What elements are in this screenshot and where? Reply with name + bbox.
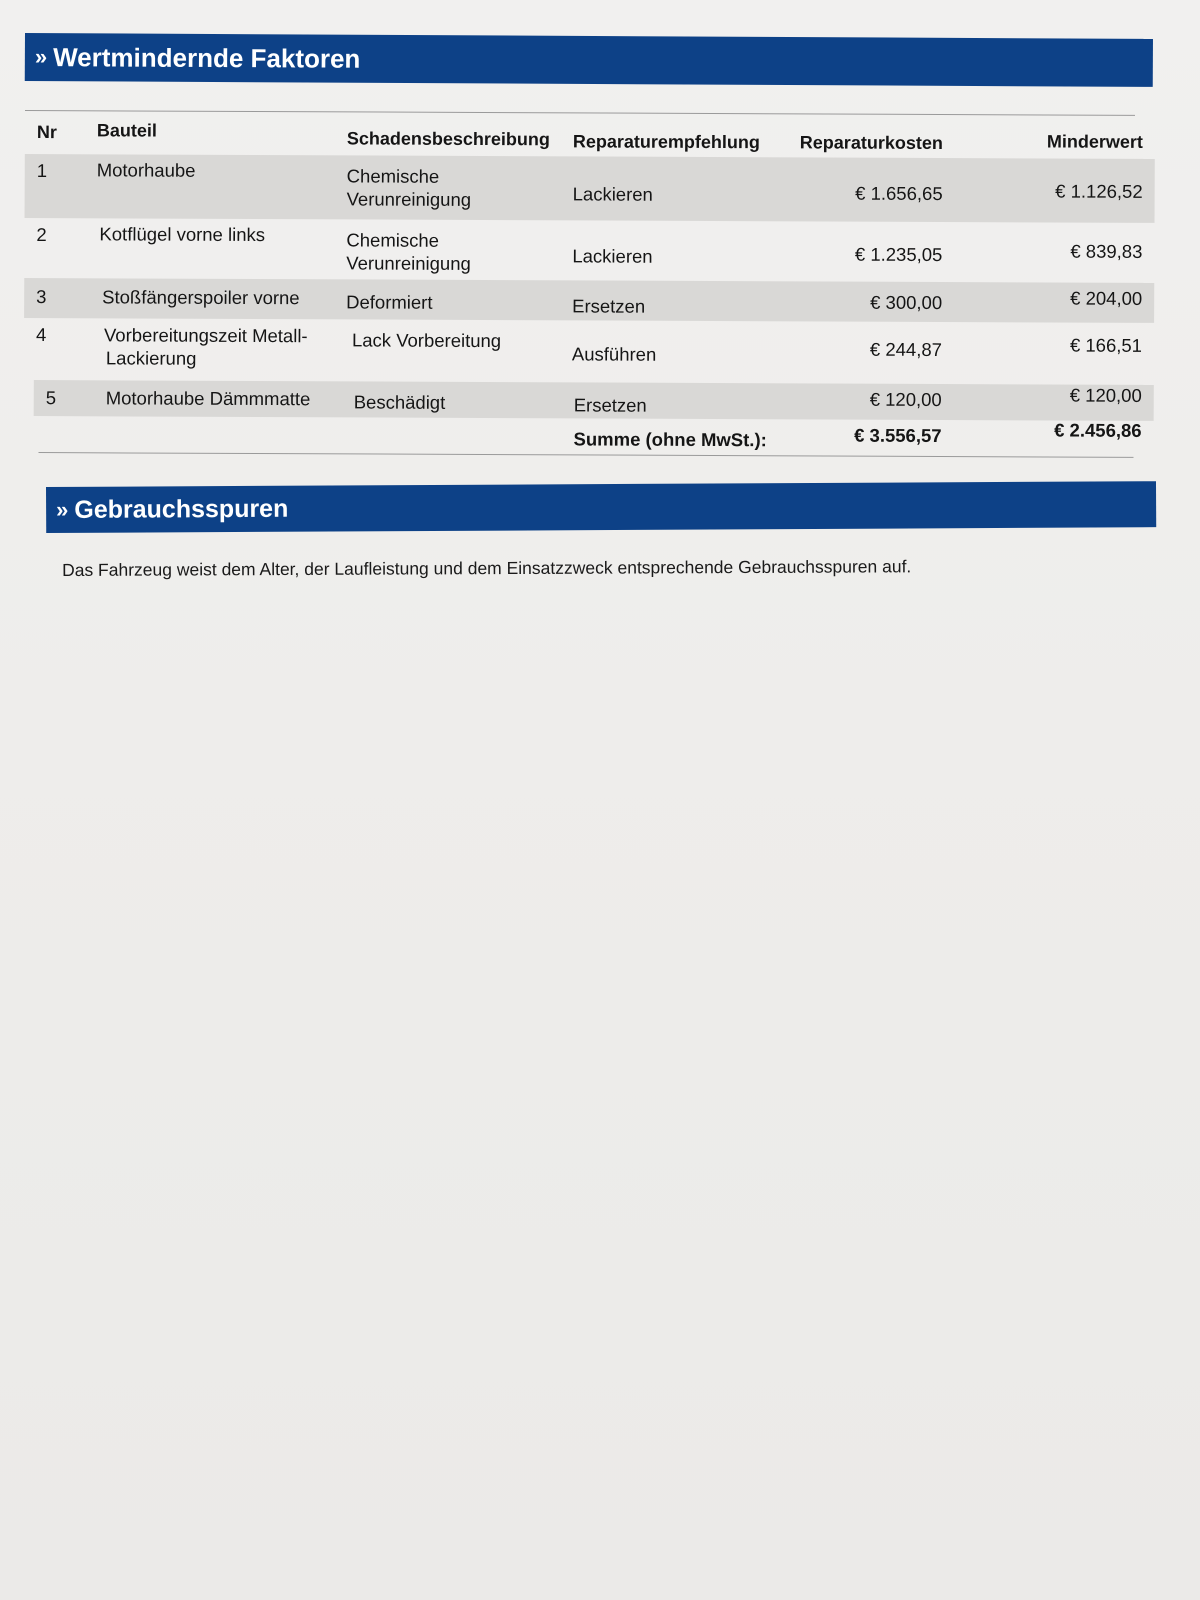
cell-kosten: € 1.235,05 <box>854 243 943 266</box>
chevron-icon: » <box>34 44 46 70</box>
cell-schaden-line2: Verunreinigung <box>346 188 472 210</box>
table-row <box>34 380 1154 421</box>
cell-reparatur: Lackieren <box>572 245 653 267</box>
cell-schaden-line1: Beschädigt <box>353 391 446 413</box>
table-row <box>24 278 1154 323</box>
section-title: Gebrauchsspuren <box>74 494 289 524</box>
section-title: Wertmindernde Faktoren <box>53 41 361 74</box>
gebrauchsspuren-text: Das Fahrzeug weist dem Alter, der Laufleistung und dem Einsatzzweck entsprechende Gebrauchsspuren auf. <box>62 556 912 580</box>
cell-nr: 4 <box>35 324 47 346</box>
cell-bauteil: Kotflügel vorne links <box>99 223 266 246</box>
table-row <box>24 318 1154 385</box>
section-header-gebrauchsspuren <box>46 481 1156 533</box>
table-row <box>25 154 1155 223</box>
cell-kosten: € 244,87 <box>869 338 943 361</box>
sum-minderwert: € 2.456,86 <box>1054 419 1142 441</box>
sum-label: Summe (ohne MwSt.): <box>573 428 767 451</box>
table-sum-row <box>24 416 1154 457</box>
cell-bauteil: Motorhaube Dämmmatte <box>105 387 311 410</box>
cell-minderwert: € 839,83 <box>1070 240 1143 262</box>
chevron-icon: » <box>56 496 67 522</box>
cell-nr: 2 <box>36 224 47 246</box>
cell-kosten: € 300,00 <box>870 291 943 314</box>
cell-kosten: € 1.656,65 <box>855 182 943 205</box>
sum-kosten: € 3.556,57 <box>854 424 942 447</box>
cell-minderwert: € 166,51 <box>1069 334 1143 356</box>
cell-bauteil-line2: Lackierung <box>105 347 197 369</box>
header-minderwert: Minderwert <box>1046 131 1143 152</box>
section-header-wertmindernde-faktoren <box>25 33 1153 87</box>
cell-bauteil-line1: Vorbereitungszeit Metall- <box>103 324 308 347</box>
header-schadensbeschreibung: Schadensbeschreibung <box>346 128 550 150</box>
cell-schaden-line1: Chemische <box>346 229 440 251</box>
cell-nr: 3 <box>36 286 47 308</box>
cell-nr: 1 <box>36 160 48 182</box>
cell-reparatur: Ersetzen <box>572 295 646 317</box>
header-reparaturkosten: Reparaturkosten <box>799 132 943 154</box>
header-nr: Nr <box>36 122 57 143</box>
header-reparaturempfehlung: Reparaturempfehlung <box>572 131 760 153</box>
cell-reparatur: Lackieren <box>572 183 653 205</box>
header-bauteil: Bauteil <box>96 120 157 141</box>
cell-reparatur: Ausführen <box>571 343 657 365</box>
cell-minderwert: € 120,00 <box>1069 384 1142 406</box>
cell-bauteil: Stoßfängerspoiler vorne <box>102 286 300 309</box>
table-header-row <box>25 110 1155 159</box>
cell-schaden-line1: Deformiert <box>346 291 433 313</box>
cell-minderwert: € 1.126,52 <box>1055 180 1143 202</box>
cell-nr: 5 <box>45 387 57 409</box>
cell-reparatur: Ersetzen <box>573 394 647 416</box>
cell-bauteil: Motorhaube <box>96 159 196 181</box>
cell-schaden-line1: Lack Vorbereitung <box>351 329 502 352</box>
cell-minderwert: € 204,00 <box>1070 287 1143 309</box>
cell-kosten: € 120,00 <box>869 388 942 411</box>
damage-table <box>24 110 1155 457</box>
table-row <box>24 218 1154 283</box>
cell-schaden-line2: Verunreinigung <box>346 252 471 274</box>
cell-schaden-line1: Chemische <box>346 165 440 187</box>
